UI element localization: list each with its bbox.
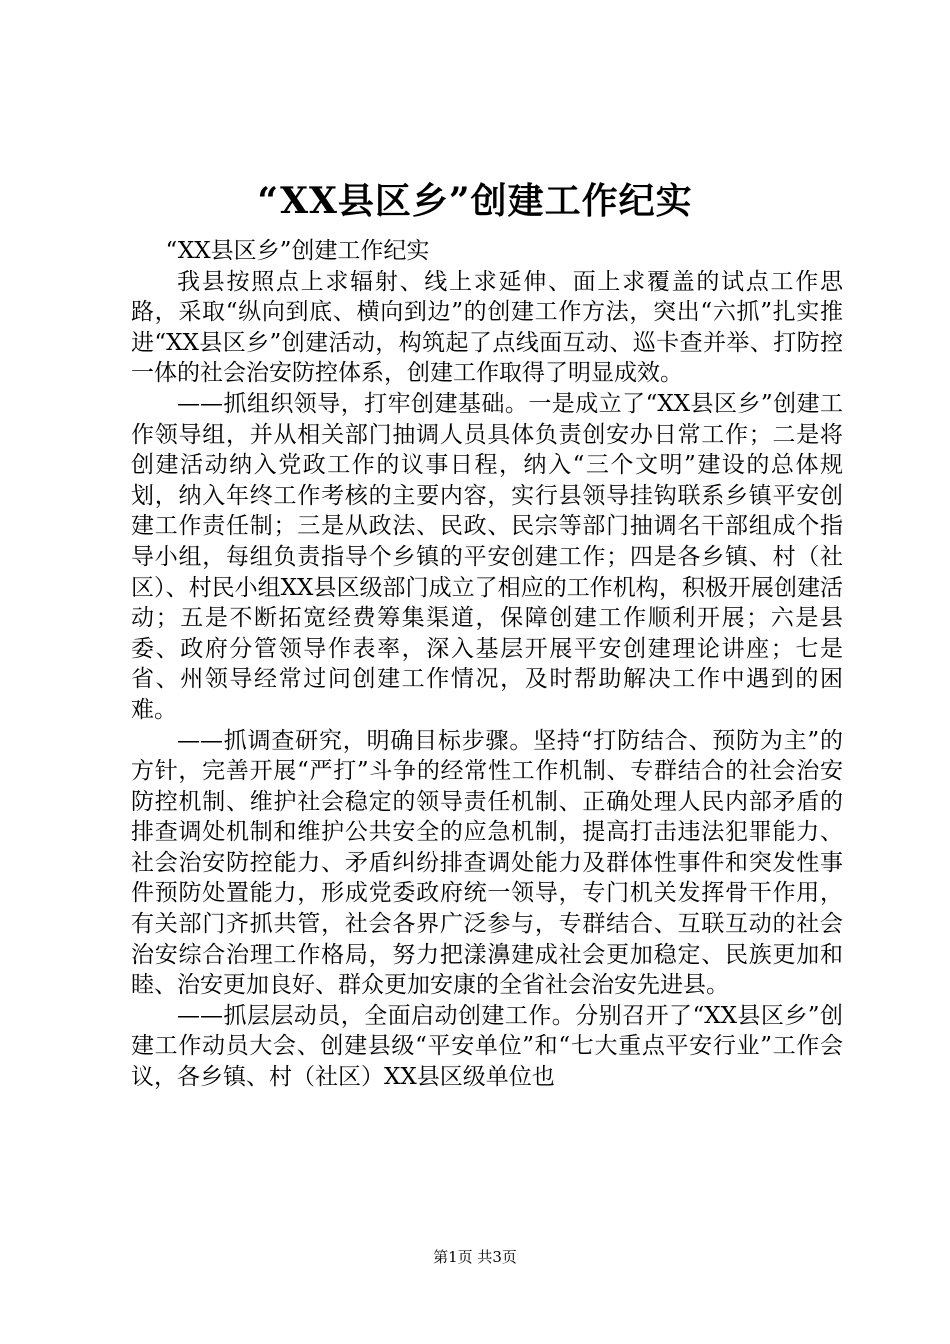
paragraph-intro: 我县按照点上求辐射、线上求延伸、面上求覆盖的试点工作思路，采取“纵向到底、横向到边”的创建工作方法，突出“六抓”扎实推进“XX县区乡”创建活动，构筑起了点线面互动、巡卡查并举、打防控一体的社会治安防控体系，创建工作取得了明显成效。 [131, 268, 843, 387]
document-body [131, 236, 843, 1093]
paragraph-organization: ——抓组织领导，打牢创建基础。一是成立了“XX县区乡”创建工作领导组，并从相关部门抽调人员具体负责创安办日常工作；二是将创建活动纳入党政工作的议事日程，纳入“三个文明”建设的总体规划，纳入年终工作考核的主要内容，实行县领导挂钩联系乡镇平安创建工作责任制；三是从政法、民政、民宗等部门抽调名干部组成个指导小组，每组负责指导个乡镇的平安创建工作；四是各乡镇、村（社区）、村民小组XX县区级部门成立了相应的工作机构，积极开展创建活动；五是不断拓宽经费筹集渠道，保障创建工作顺利开展；六是县委、政府分管领导作表率，深入基层开展平安创建理论讲座；七是省、州领导经常过问创建工作情况，及时帮助解决工作中遇到的困难。 [131, 390, 843, 723]
document-title: “XX县区乡”创建工作纪实 [257, 180, 693, 222]
document-subtitle: “XX县区乡”创建工作纪实 [165, 238, 430, 264]
paragraph-research: ——抓调查研究，明确目标步骤。坚持“打防结合、预防为主”的方针，完善开展“严打”斗争的经常性工作机制、专群结合的社会治安防控机制、维护社会稳定的领导责任机制、正确处理人民内部矛盾的排查调处机制和维护公共安全的应急机制，提高打击违法犯罪能力、社会治安防控能力、矛盾纠纷排查调处能力及群体性事件和突发性事件预防处置能力，形成党委政府统一领导，专门机关发挥骨干作用，有关部门齐抓共管，社会各界广泛参与，专群结合、互联互动的社会治安综合治理工作格局，努力把漾濞建成社会更加稳定、民族更加和睦、治安更加良好、群众更加安康的全省社会治安先进县。 [131, 727, 843, 999]
page-number-footer: 第1页 共3页 [433, 1248, 517, 1266]
paragraph-mobilization: ——抓层层动员，全面启动创建工作。分别召开了“XX县区乡”创建工作动员大会、创建县级“平安单位”和“七大重点平安行业”工作会议，各乡镇、村（社区）XX县区级单位也 [131, 1002, 843, 1091]
